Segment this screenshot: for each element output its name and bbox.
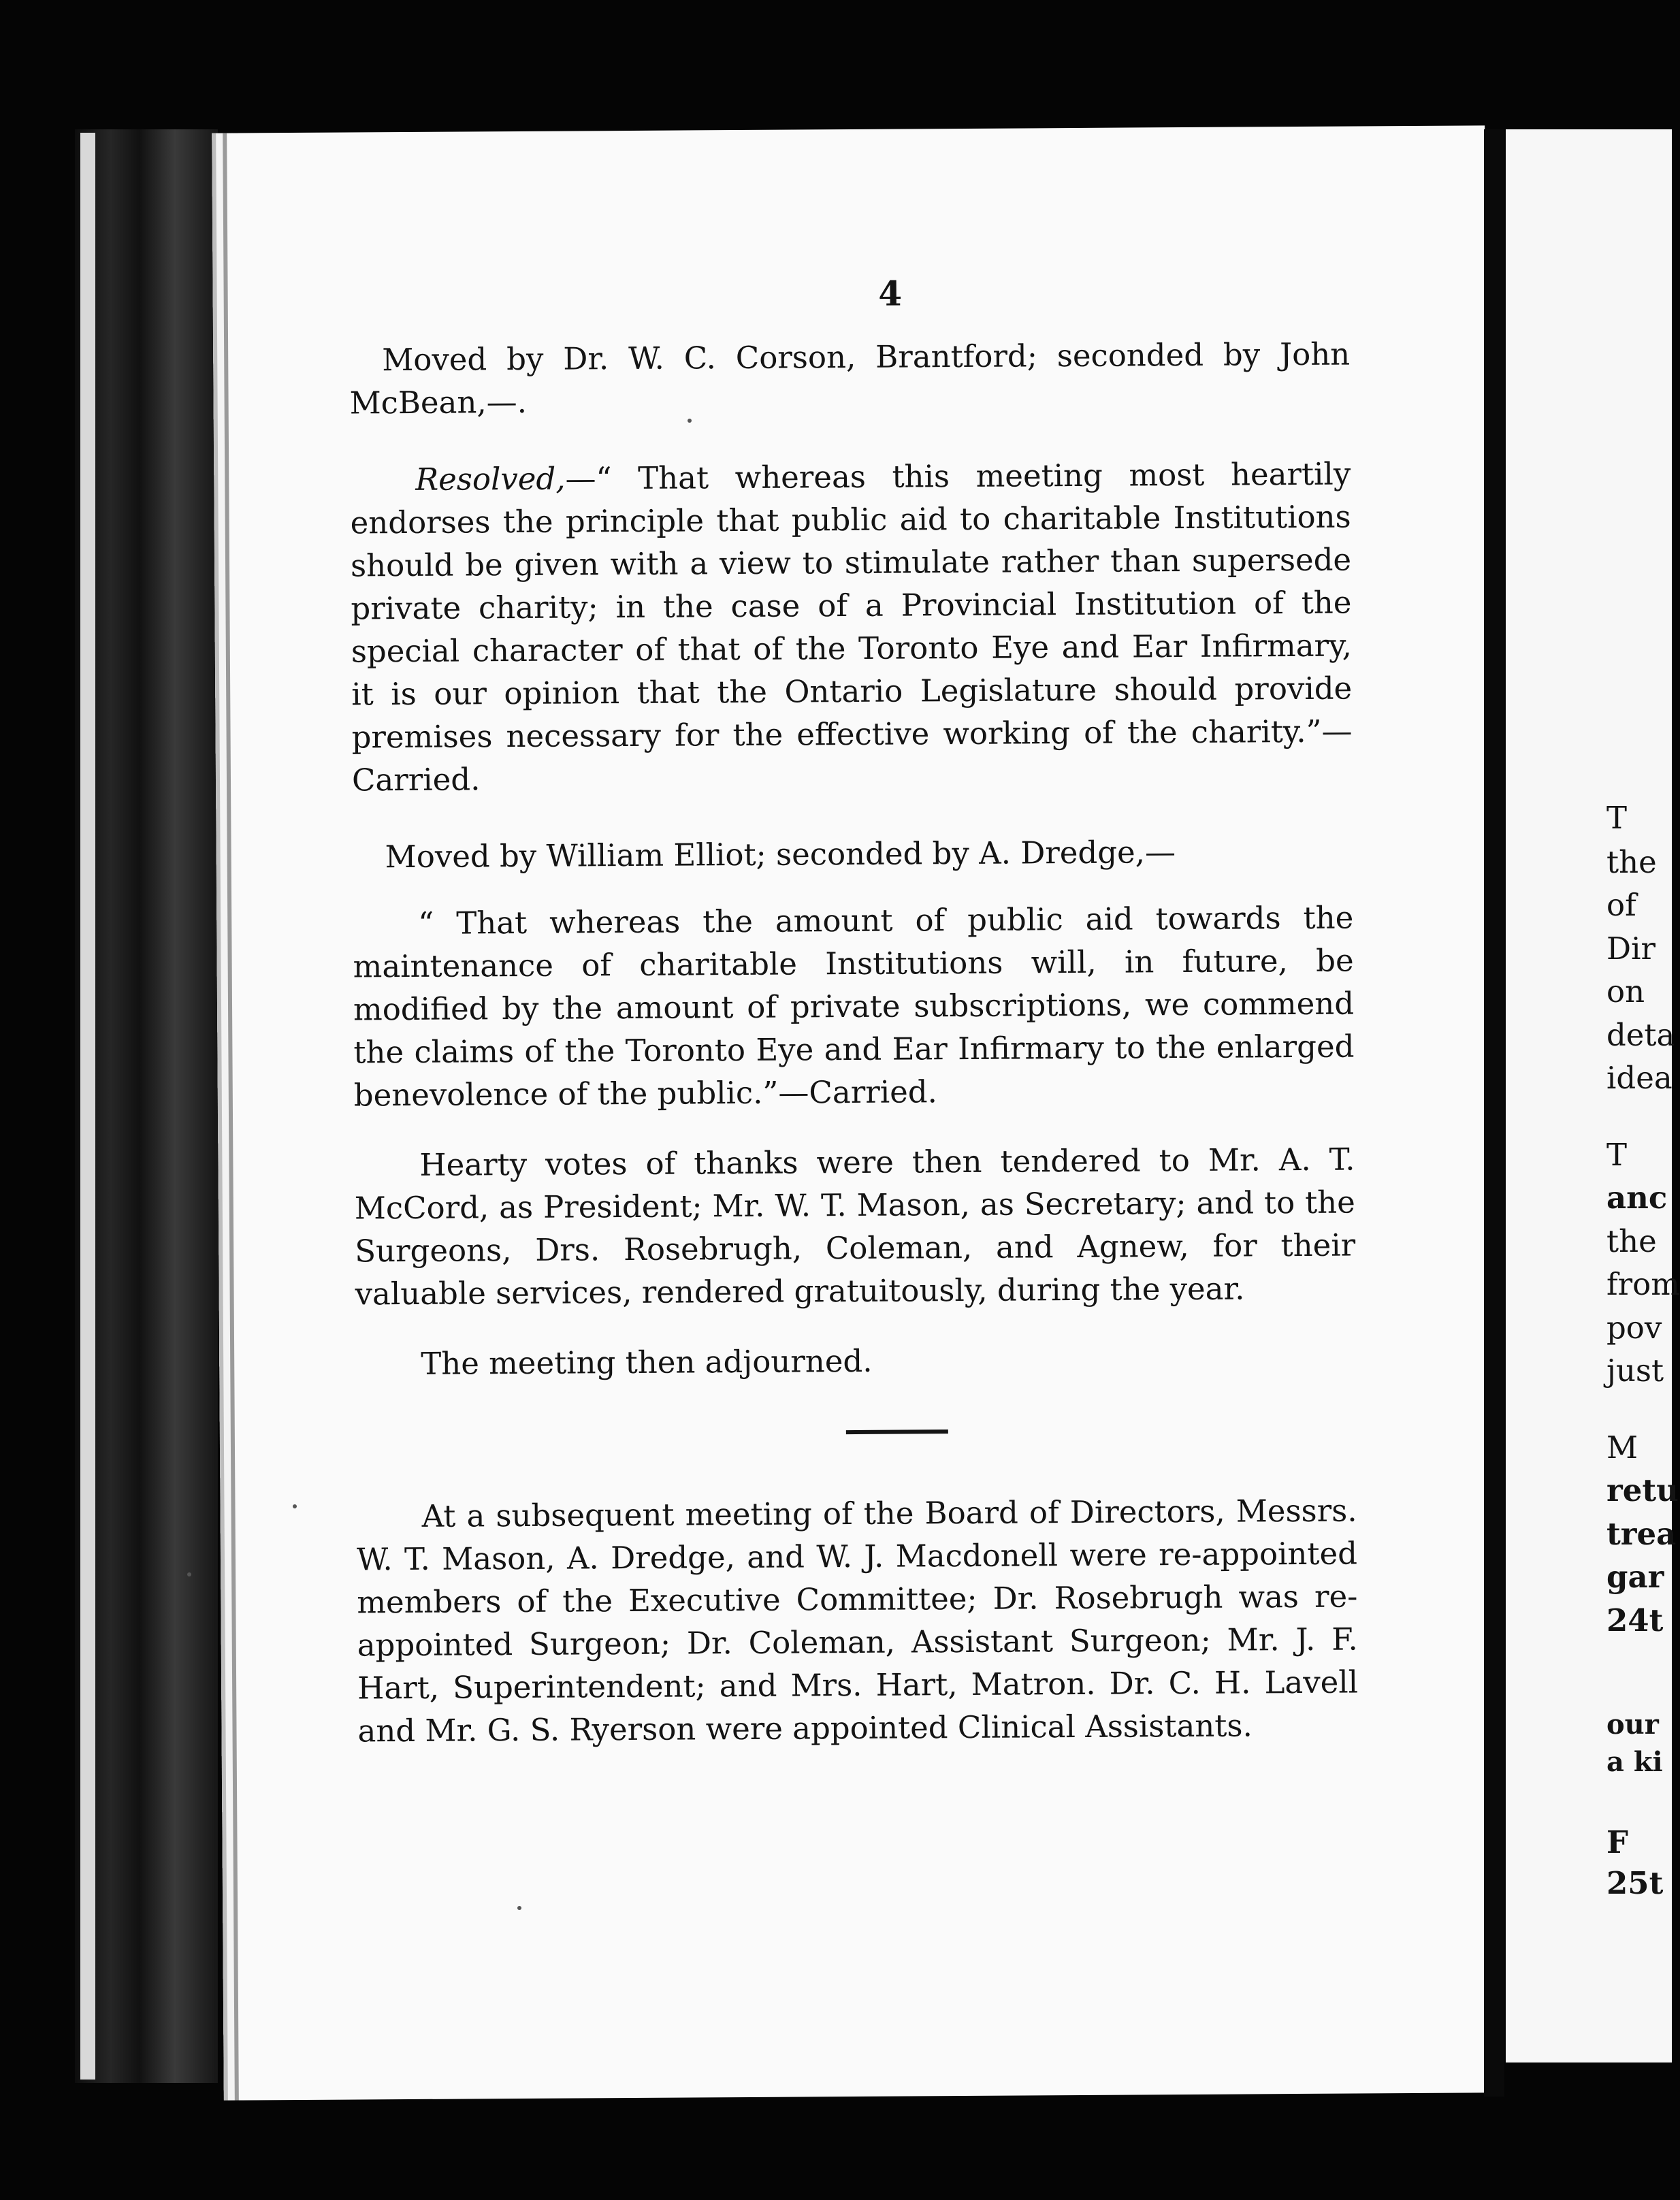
- right-page-fragment: the: [1606, 1223, 1657, 1259]
- right-page-fragment: gar: [1606, 1559, 1664, 1595]
- paragraph-adjourned: The meeting then adjourned.: [421, 1342, 873, 1382]
- page-number: 4: [878, 273, 903, 314]
- right-page-fragment: Dir: [1606, 931, 1655, 967]
- right-page-fragment: 24t: [1606, 1602, 1664, 1638]
- right-page-fragment: deta: [1606, 1017, 1675, 1053]
- right-page-fragment: just: [1606, 1353, 1664, 1389]
- right-page-fragment: T: [1606, 800, 1628, 836]
- right-page-fragment: of: [1606, 887, 1636, 923]
- paper-speck: [293, 1504, 297, 1508]
- section-divider: [846, 1429, 948, 1434]
- binding-edge: [80, 133, 95, 2080]
- paragraph-votes-of-thanks: Hearty votes of thanks were then tendered to Mr. A. T. McCord, as President; Mr. W. T. Mason, as Secretary; and to the Surgeons, Drs. Rosebrugh, Coleman, and Agnew, for their valuable services, rendered gratuitously, during the year.: [354, 1141, 1356, 1312]
- paper-speck: [187, 1572, 191, 1576]
- right-page-fragment: trea: [1606, 1516, 1677, 1552]
- right-page-fragment: the: [1606, 844, 1657, 880]
- paper-speck: [688, 419, 692, 423]
- paragraph-resolution-quote: “ That whereas the amount of public aid towards the maintenance of charitable Institutions will, in future, be modified by the amount of private subscriptions, we commend the claims of the Toronto Eye and Ear Infirmary to the enlarged benevolence of the public.”—Carried.: [353, 899, 1355, 1114]
- right-page-fragment: retu: [1606, 1472, 1679, 1508]
- right-page-fragment: idea: [1606, 1060, 1673, 1096]
- right-page-fragment: M: [1606, 1429, 1638, 1466]
- right-page-fragment: T: [1606, 1137, 1628, 1173]
- paper-speck: [517, 1906, 521, 1910]
- book-binding: [75, 129, 218, 2083]
- right-page-fragment: anc: [1606, 1180, 1668, 1216]
- paragraph-resolved: [350, 453, 1353, 802]
- right-page-fragment: 25t: [1606, 1865, 1664, 1901]
- right-page-fragment: on: [1606, 973, 1645, 1009]
- right-page-fragment: from: [1606, 1266, 1680, 1302]
- right-page-fragment: pov: [1606, 1310, 1662, 1346]
- paragraph-subsequent-meeting: At a subsequent meeting of the Board of Directors, Messrs. W. T. Mason, A. Dredge, and W. J. Macdonell were re-appointed members of the Executive Committee; Dr. Rosebrugh was re-appointed Surgeon; Dr. Coleman, Assistant Surgeon; Mr. J. F. Hart, Superintendent; and Mrs. Hart, Matron. Dr. C. H. Lavell and Mr. G. S. Ryerson were appointed Clinical Assistants.: [356, 1492, 1359, 1749]
- resolved-text: —“ That whereas this meeting most heartily endorses the principle that public aid to charitable Institutions should be given with a view to stimulate rather than supersede private charity; in the case of a Provincial Institution of the special character of that of the Toronto Eye and Ear Infirmary, it is our opinion that the Ontario Legislature should provide premises necessary for the effective working of the charity.”—Carried.: [350, 455, 1353, 798]
- paragraph-moved-elliot: Moved by William Elliot; seconded by A. Dredge,—: [385, 834, 1176, 875]
- right-page-fragment: a ki: [1606, 1746, 1663, 1778]
- page-content: [349, 270, 1358, 1753]
- resolved-label: Resolved,: [415, 460, 566, 498]
- page-gutter: [1484, 129, 1504, 2097]
- right-page-fragment: our: [1606, 1709, 1659, 1741]
- left-page: [212, 125, 1497, 2100]
- right-page-fragment: F: [1606, 1824, 1628, 1860]
- paragraph-moved-corson: Moved by Dr. W. C. Corson, Brantford; seconded by John McBean,—.: [349, 336, 1351, 421]
